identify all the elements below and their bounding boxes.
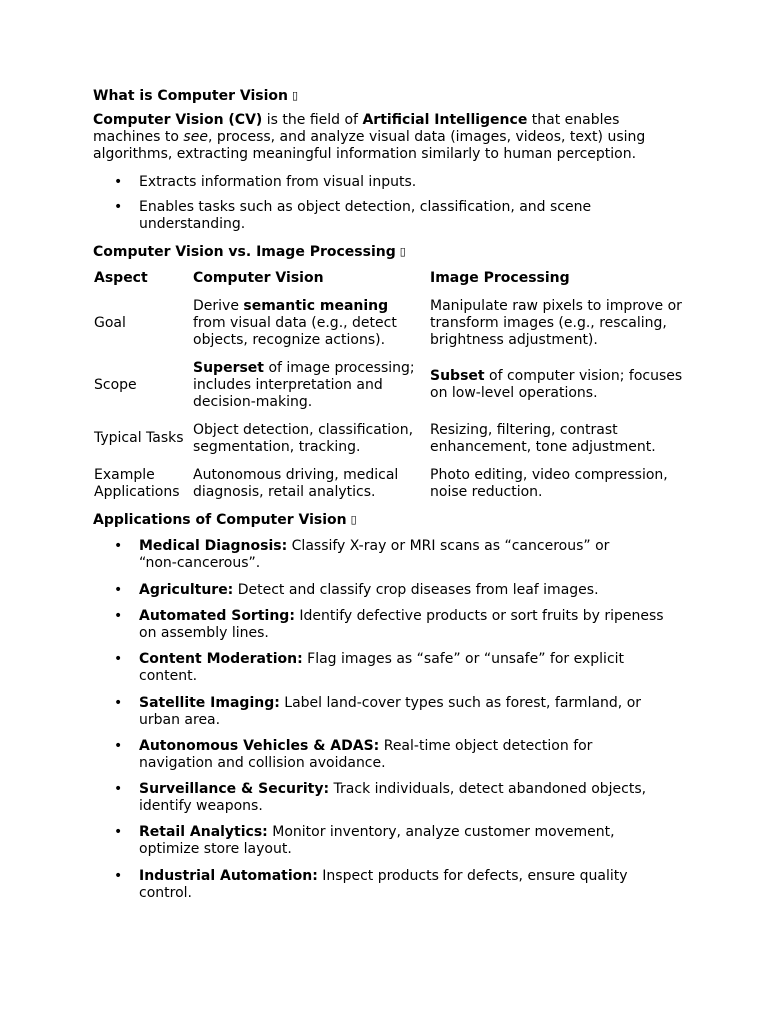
section-heading-cv-vs-ip [93,243,406,261]
column-header: Computer Vision [193,270,324,286]
cell-text: of computer vision; focuses on low-level operations. [430,368,683,401]
missing-glyph-icon: ▯ [350,513,357,526]
cell-text: Derive [193,298,244,314]
bullet-icon: • [114,608,123,624]
item-text: Real-time object detection for navigation and collision avoidance. [139,738,593,771]
bullet-icon: • [114,868,123,884]
bullet-icon: • [114,651,123,667]
item-title: Satellite Imaging: [139,695,280,711]
term-artificial-intelligence: Artificial Intelligence [362,112,528,128]
table-cell-ip [430,467,692,501]
bullet-icon: • [114,199,123,215]
bullet-text [139,651,639,685]
table-cell-aspect: Typical Tasks [94,430,184,446]
table-cell-ip [430,368,692,402]
item-title: Medical Diagnosis: [139,538,288,554]
item-title: Retail Analytics: [139,824,268,840]
table-cell-cv [193,360,425,411]
column-header: Image Processing [430,270,570,286]
item-title: Surveillance & Security: [139,781,330,797]
item-title: Industrial Automation: [139,868,318,884]
table-cell-cv [193,298,425,349]
bullet-text [139,824,639,858]
cell-text: of image processing; includes interpretation and decision-making. [193,360,415,410]
item-title: Content Moderation: [139,651,303,667]
bullet-text [139,738,619,772]
bullet-icon: • [114,738,123,754]
item-text: Flag images as “safe” or “unsafe” for explicit content. [139,651,625,684]
item-title: Autonomous Vehicles & ADAS: [139,738,380,754]
item-text: Label land-cover types such as forest, farmland, or urban area. [139,695,642,728]
missing-glyph-icon: ▯ [399,245,406,258]
section-heading-applications [93,511,357,529]
cell-text: Autonomous driving, medical diagnosis, retail analytics. [193,467,399,500]
column-header: Aspect [94,270,148,286]
definition-text: , process, and analyze visual data (images, videos, text) using algorithms, extracting meaningful information similarly to human perception. [93,129,646,162]
item-text: Identify defective products or sort fruits by ripeness on assembly lines. [139,608,664,641]
section-heading-what-is-cv [93,87,298,105]
bullet-text [139,868,649,902]
item-title: Agriculture: [139,582,234,598]
table-cell-cv [193,422,425,456]
cell-text: Object detection, classification, segmentation, tracking. [193,422,414,455]
item-text: Monitor inventory, analyze customer movement, optimize store layout. [139,824,615,857]
bullet-icon: • [114,582,123,598]
table-cell-aspect: Scope [94,377,137,393]
emphasis-see: see [183,129,208,145]
item-text: Classify X-ray or MRI scans as “cancerous” or “non-cancerous”. [139,538,610,571]
bullet-icon: • [114,781,123,797]
item-text: Track individuals, detect abandoned objects, identify weapons. [139,781,647,814]
bullet-icon: • [114,538,123,554]
item-text: Inspect products for defects, ensure quality control. [139,868,628,901]
cell-bold-text: Superset [193,360,264,376]
table-cell-cv [193,467,425,501]
table-cell-ip [430,298,692,349]
heading-text: What is Computer Vision [93,88,288,104]
bullet-text [139,695,659,729]
cell-text: from visual data (e.g., detect objects, recognize actions). [193,315,397,348]
definition-text: is the field of [262,112,363,128]
heading-text: Computer Vision vs. Image Processing [93,244,396,260]
table-cell-aspect: Example Applications [94,467,180,500]
bullet-icon: • [114,824,123,840]
bullet-text [139,781,669,815]
cell-bold-text: Subset [430,368,485,384]
bullet-text [139,608,679,642]
item-title: Automated Sorting: [139,608,295,624]
bullet-icon: • [114,695,123,711]
bullet-text [139,538,639,572]
heading-text: Applications of Computer Vision [93,512,347,528]
table-cell-aspect: Goal [94,315,126,331]
cell-text: Manipulate raw pixels to improve or transform images (e.g., rescaling, brightness adjustment). [430,298,682,348]
item-text: Detect and classify crop diseases from leaf images. [233,582,599,598]
bullet-text [139,582,679,599]
bullet-text: Extracts information from visual inputs. [139,174,417,190]
bullet-text: Enables tasks such as object detection, classification, and scene understanding. [139,199,592,232]
cell-bold-text: semantic meaning [243,298,389,314]
cell-text: Photo editing, video compression, noise reduction. [430,467,668,500]
definition-text: that enables machines to [93,112,620,145]
term-computer-vision: Computer Vision (CV) [93,112,263,128]
cell-text: Resizing, filtering, contrast enhancement, tone adjustment. [430,422,656,455]
missing-glyph-icon: ▯ [291,89,299,102]
table-cell-ip [430,422,692,456]
definition-paragraph [93,112,673,163]
bullet-icon: • [114,174,123,190]
